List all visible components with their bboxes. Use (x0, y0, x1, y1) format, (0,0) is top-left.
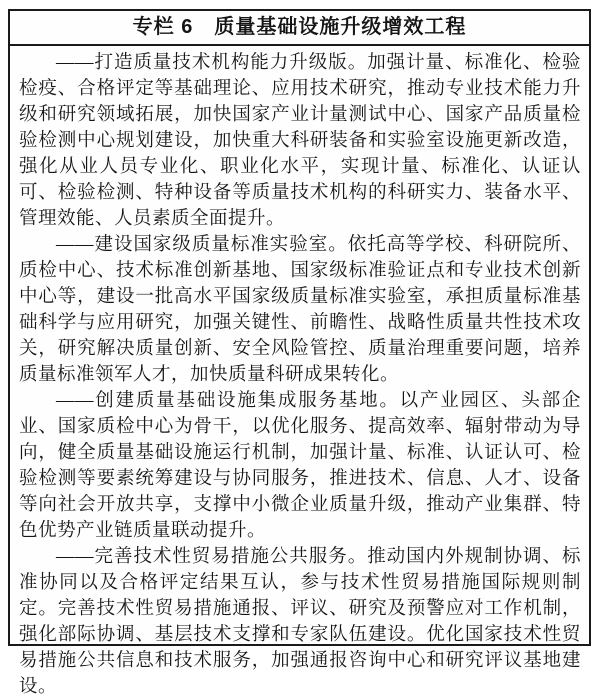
panel-title: 专栏 6 质量基础设施升级增效工程 (10, 11, 589, 46)
paragraph: ——创建质量基础设施集成服务基地。以产业园区、头部企业、国家质检中心为骨干，以优化服务、提高效率、辐射带动为导向，健全质量基础设施运行机制，加强计量、标准、认证认可、检验检测等要素统筹建设与协同服务，推进技术、信息、人才、设备等向社会开放共享，支撑中小微企业质量升级，推动产业集群、特色优势产业链质量联动提升。 (19, 391, 581, 541)
paragraph: ——打造质量技术机构能力升级版。加强计量、标准化、检验检疫、合格评定等基础理论、应用技术研究，推动专业技术能力升级和研究领域拓展，加快国家产业计量测试中心、国家产品质量检验检测中心规划建设，加快重大科研装备和实验室设施更新改造，强化从业人员专业化、职业化水平，实现计量、标准化、认证认可、检验检测、特种设备等质量技术机构的科研实力、装备水平、管理效能、人员素质全面提升。 (19, 53, 581, 229)
paragraph: ——建设国家级质量标准实验室。依托高等学校、科研院所、质检中心、技术标准创新基地、国家级标准验证点和专业技术创新中心等，建设一批高水平国家级质量标准实验室，承担质量标准基础科学与应用研究，加强关键性、前瞻性、战略性质量共性技术攻关，研究解决质量创新、安全风险管控、质量治理重要问题，培养质量标准领军人才，加快质量科研成果转化。 (19, 235, 581, 385)
panel-body (10, 46, 589, 700)
column-box (8, 9, 591, 697)
paragraph: ——完善技术性贸易措施公共服务。推动国内外规制协调、标准协同以及合格评定结果互认，参与技术性贸易措施国际规则制定。完善技术性贸易措施通报、评议、研究及预警应对工作机制，强化部际协调、基层技术支撑和专家队伍建设。优化国家技术性贸易措施公共信息和技术服务，加强通报咨询中心和研究评议基地建设。 (19, 547, 581, 697)
